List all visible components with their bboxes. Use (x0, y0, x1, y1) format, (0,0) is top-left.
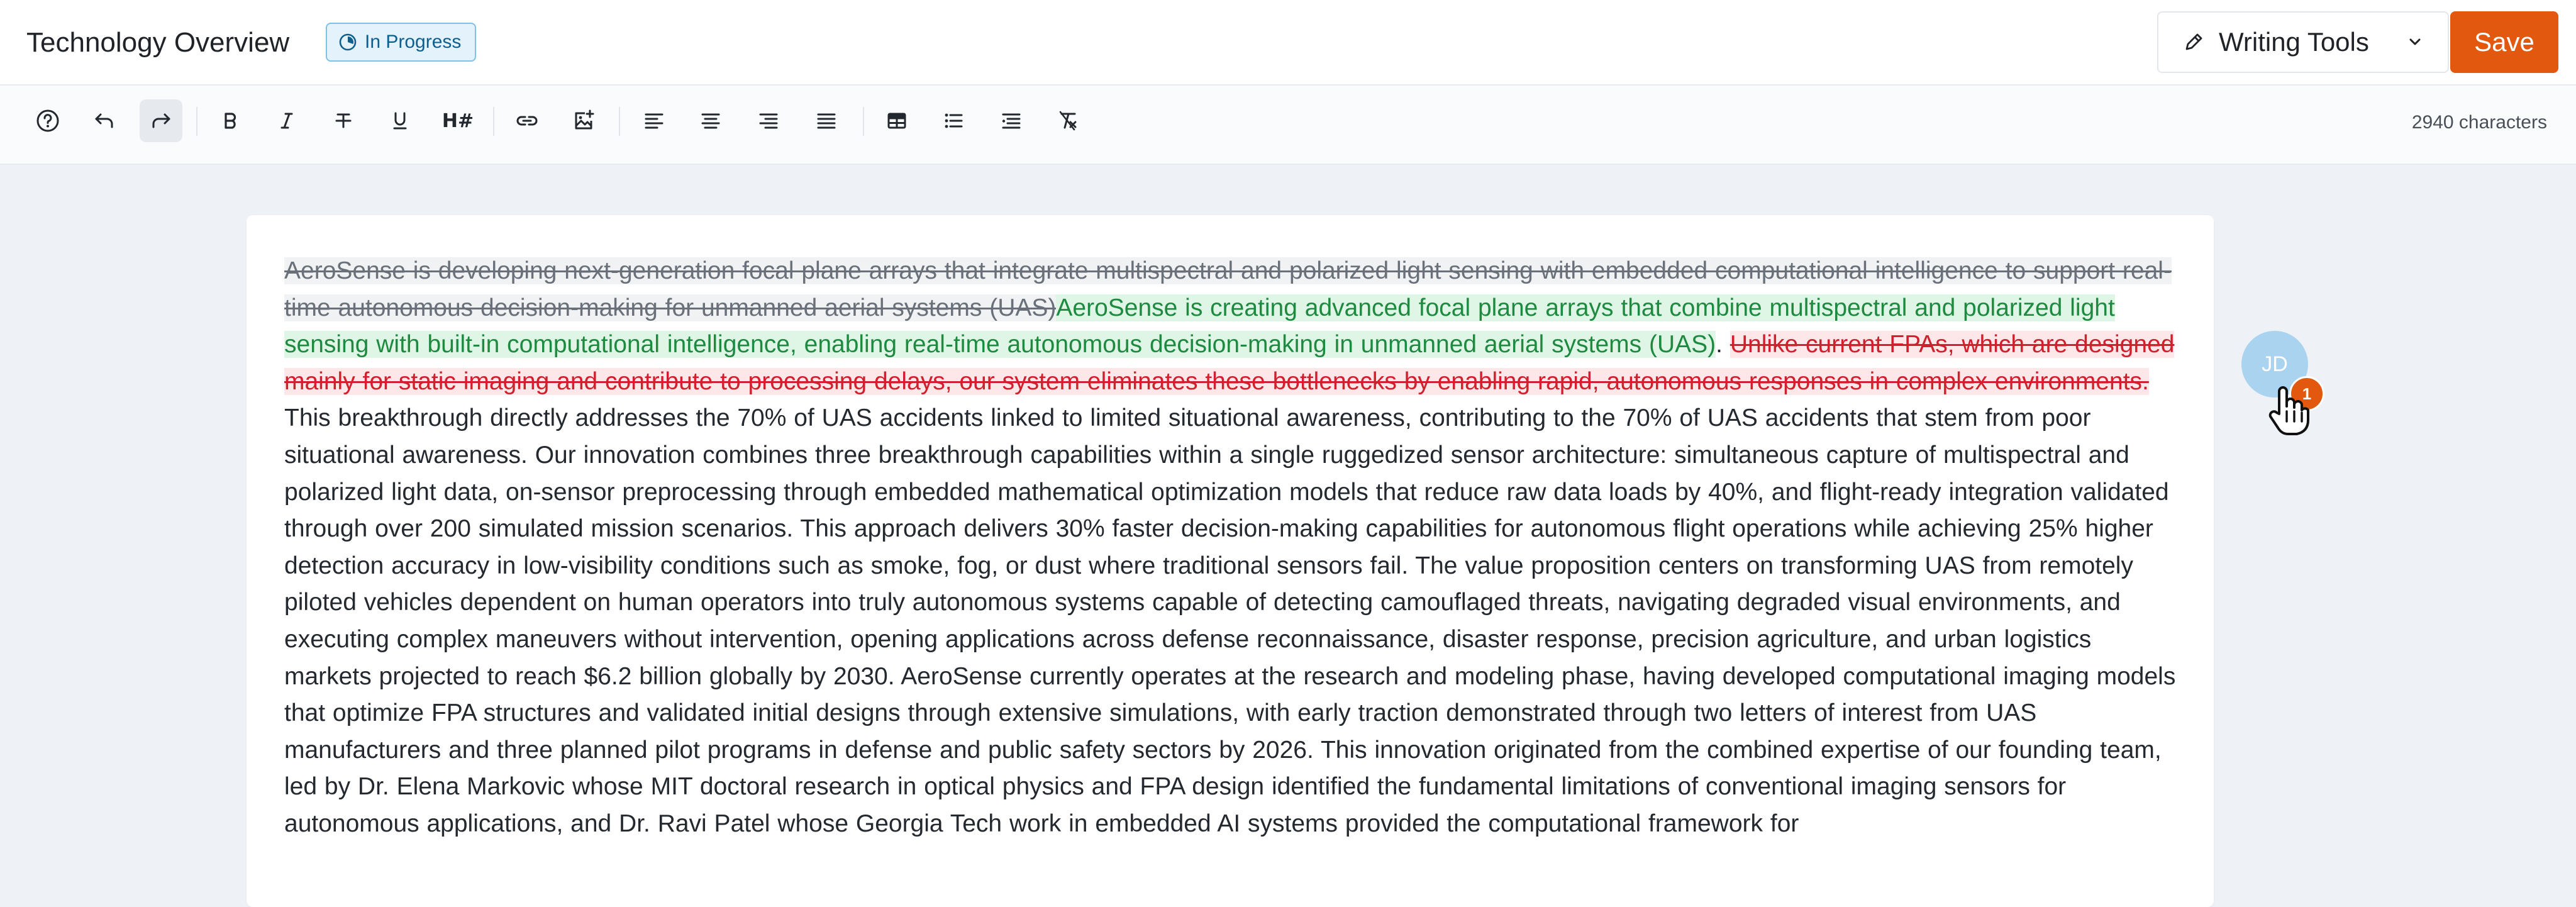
align-left-icon[interactable] (633, 99, 675, 142)
heading-icon[interactable] (436, 99, 479, 142)
tracked-deletion[interactable]: AeroSense is developing next-generation focal plane arrays that integrate multispectral and polarized light sensing with embedded computational intelligence to support real-time autonomous decision-making for unmanned aerial systems (UAS) (284, 257, 2172, 321)
toolbar-divider (619, 107, 620, 136)
redo-icon[interactable] (140, 99, 182, 142)
bold-icon[interactable] (209, 99, 252, 142)
link-icon[interactable] (506, 99, 548, 142)
italic-icon[interactable] (265, 99, 308, 142)
collaborator-avatar[interactable]: JD (2241, 331, 2308, 398)
pencil-icon (2182, 31, 2205, 53)
align-justify-icon[interactable] (805, 99, 848, 142)
body-text-fragment: . (1716, 331, 1730, 359)
notification-badge: 1 (2289, 376, 2324, 411)
writing-tools-label: Writing Tools (2219, 27, 2369, 57)
toolbar-divider (863, 107, 864, 136)
progress-clock-icon (338, 33, 357, 52)
hand-pointer-icon (2265, 384, 2312, 437)
page-title: Technology Overview (26, 27, 290, 58)
status-badge[interactable] (326, 23, 476, 62)
document-editor[interactable] (284, 253, 2182, 843)
clear-formatting-icon[interactable] (1046, 99, 1089, 142)
toolbar-divider (493, 107, 494, 136)
underline-icon[interactable] (379, 99, 421, 142)
writing-tools-dropdown[interactable] (2157, 11, 2449, 73)
strikethrough-icon[interactable] (322, 99, 365, 142)
insert-image-icon[interactable] (562, 99, 605, 142)
align-center-icon[interactable] (689, 99, 732, 142)
heading-label: H# (441, 109, 474, 132)
formatting-toolbar (0, 86, 2576, 165)
body-text: This breakthrough directly addresses the 70% of UAS accidents linked to limited situational awareness, contributing to the 70% of UAS accidents that stem from poor situational awareness. Our innovation combines three breakthrough capabilities within a single ruggedized sensor architecture: simultaneous capture of multispectral and polarized light data, on-sensor preprocessing through embedded mathematical optimization models that reduce raw data loads by 40%, and flight-ready integration validated through over 200 simulated mission scenarios. This approach delivers 30% faster decision-making capabilities for autonomous flight operations while achieving 25% higher detection accuracy in low-visibility conditions such as smoke, fog, or dust where traditional sensors fail. The value proposition centers on transforming UAS from remotely piloted vehicles dependent on human operators into truly autonomous systems capable of detecting camouflaged threats, navigating degraded visual environments, and executing complex maneuvers without intervention, opening applications across defense reconnaissance, disaster response, precision agriculture, and urban logistics markets projected to reach $6.2 billion globally by 2030. AeroSense currently operates at the research and modeling phase, having developed computational imaging models that optimize FPA structures and validated initial designs through extensive simulations, with early traction demonstrated through two letters of interest from UAS manufacturers and three planned pilot programs in defense and public safety sectors by 2026. This innovation originated from the combined expertise of our founding team, led by Dr. Elena Markovic whose MIT doctoral research in optical physics and FPA design identified the fundamental limitations of conventional imaging sensors for autonomous applications, and Dr. Ravi Patel whose Georgia Tech work in embedded AI systems provided the computational framework for (284, 404, 2176, 837)
save-button[interactable]: Save (2450, 11, 2558, 73)
undo-icon[interactable] (83, 99, 126, 142)
document-page (247, 215, 2214, 907)
help-icon[interactable] (26, 99, 69, 142)
tracked-deletion-red[interactable]: Unlike current FPAs, which are designed mainly for static imaging and contribute to processing delays, our system eliminates these bottlenecks by enabling rapid, autonomous responses in complex environments. (284, 331, 2175, 395)
tracked-insertion[interactable]: AeroSense is creating advanced focal plane arrays that combine multispectral and polarized light sensing with built-in computational intelligence, enabling real-time autonomous decision-making in unmanned aerial systems (UAS) (284, 294, 2115, 359)
header-bar (0, 0, 2576, 86)
chevron-down-icon (2406, 33, 2424, 51)
bullet-list-icon[interactable] (932, 99, 975, 142)
align-right-icon[interactable] (747, 99, 790, 142)
table-icon[interactable] (875, 99, 918, 142)
toolbar-divider (196, 107, 197, 136)
character-count: 2940 characters (2411, 112, 2547, 133)
status-label: In Progress (365, 31, 462, 52)
indent-list-icon[interactable] (990, 99, 1033, 142)
